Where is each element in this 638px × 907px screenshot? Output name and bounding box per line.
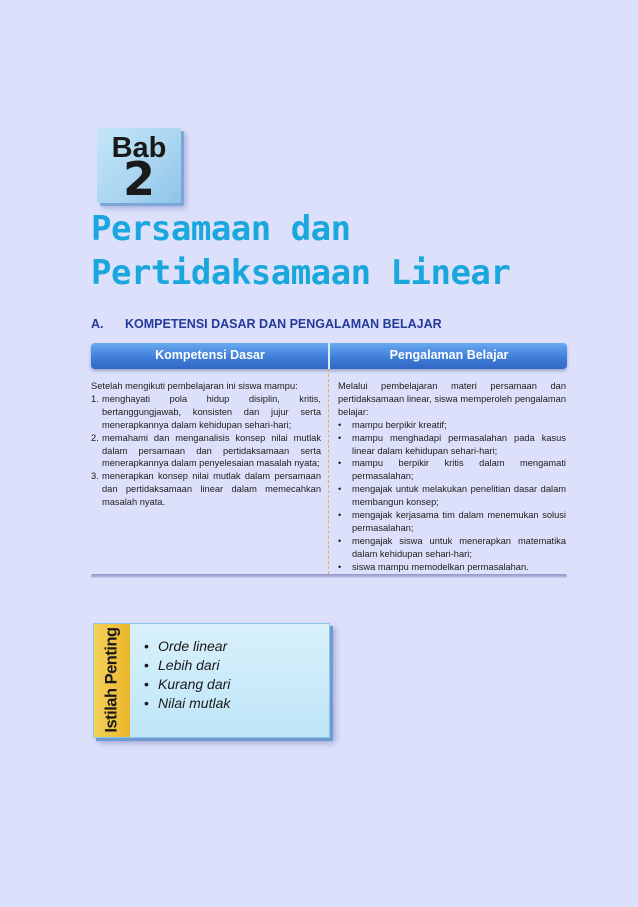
chapter-title-line-1: Persamaan dan xyxy=(91,209,351,249)
bullet-icon: • xyxy=(144,638,149,654)
list-item xyxy=(338,535,566,561)
kompetensi-list xyxy=(91,393,321,509)
list-number: 1. xyxy=(91,393,99,404)
bullet-icon: • xyxy=(338,432,342,443)
chapter-title-line-2: Pertidaksamaan Linear xyxy=(91,253,511,293)
kompetensi-intro: Setelah mengikuti pembelajaran ini siswa mampu: xyxy=(91,381,298,391)
header-separator xyxy=(328,343,330,369)
list-item-text: mampu menghadapi permasalahan pada kasus linear dalam kehidupan sehari-hari; xyxy=(352,432,566,456)
kompetensi-cell xyxy=(91,380,321,509)
list-item xyxy=(338,432,566,458)
table-header xyxy=(91,343,567,369)
list-number: 3. xyxy=(91,471,99,482)
chapter-title xyxy=(91,207,631,295)
bullet-icon: • xyxy=(144,695,149,711)
list-item-text: menerapkan konsep nilai mutlak dalam persamaan dan pertidaksamaan linear dalam memecahkan masalah nyata. xyxy=(102,471,321,508)
list-item-text: mengajak kerjasama tim dalam menemukan solusi permasalahan; xyxy=(352,510,566,533)
pengalaman-cell xyxy=(338,380,566,574)
column-header-pengalaman: Pengalaman Belajar xyxy=(389,348,509,362)
list-item-text: menghayati pola hidup disiplin, kritis, bertanggungjawab, konsisten dan jujur serta menerapkannya dalam kehidupan sehari-hari; xyxy=(102,393,321,430)
pengalaman-intro: Melalui pembelajaran materi persamaan dan pertidaksamaan linear, siswa memperoleh pengalaman belajar: xyxy=(338,381,566,417)
list-item-text: mampu berpikir kreatif; xyxy=(352,419,447,430)
bullet-icon: • xyxy=(338,458,342,469)
istilah-penting-box xyxy=(93,623,330,738)
istilah-item-text: Lebih dari xyxy=(158,657,220,673)
list-item-text: mengajak siswa untuk menerapkan matematika dalam kehidupan sehari-hari; xyxy=(352,535,566,559)
list-item xyxy=(91,470,321,509)
istilah-tab xyxy=(94,624,130,737)
list-item-text: mampu berpikir kritis dalam mengamati permasalahan; xyxy=(352,458,566,482)
section-letter: A. xyxy=(91,317,104,331)
bullet-icon: • xyxy=(338,419,342,430)
section-heading-text: KOMPETENSI DASAR DAN PENGALAMAN BELAJAR xyxy=(125,317,442,331)
bullet-icon: • xyxy=(144,657,149,673)
list-item xyxy=(338,457,566,483)
istilah-item xyxy=(144,694,230,713)
list-item xyxy=(338,509,566,535)
list-item xyxy=(338,419,566,432)
istilah-item-text: Nilai mutlak xyxy=(158,695,231,711)
column-divider xyxy=(328,369,329,574)
istilah-item xyxy=(144,675,230,694)
bullet-icon: • xyxy=(338,484,342,495)
bullet-icon: • xyxy=(338,510,342,521)
istilah-item-text: Orde linear xyxy=(158,638,228,654)
chapter-word: Bab xyxy=(111,132,167,164)
list-item xyxy=(91,393,321,432)
pengalaman-list xyxy=(338,419,566,574)
chapter-badge xyxy=(97,128,181,206)
bullet-icon: • xyxy=(338,561,342,572)
list-item-text: mengajak untuk melakukan penelitian dasar dalam membangun konsep; xyxy=(352,484,566,508)
list-number: 2. xyxy=(91,432,99,443)
bullet-icon: • xyxy=(338,535,342,546)
bullet-icon: • xyxy=(144,676,149,692)
list-item-text: memahami dan menganalisis konsep nilai mutlak dalam persamaan dan pertidaksamaan serta menerapkannya dalam penyelesaian masalah nyata; xyxy=(102,432,321,469)
istilah-item xyxy=(144,656,230,675)
column-header-kompetensi: Kompetensi Dasar xyxy=(155,348,265,362)
list-item xyxy=(91,432,321,471)
istilah-list xyxy=(144,637,230,713)
list-item xyxy=(338,561,566,574)
istilah-label: Istilah Penting xyxy=(102,627,121,733)
list-item-text: siswa mampu memodelkan permasalahan. xyxy=(352,561,529,572)
istilah-item xyxy=(144,637,230,656)
chapter-number: 2 xyxy=(122,152,155,206)
istilah-item-text: Kurang dari xyxy=(158,676,231,692)
list-item xyxy=(338,483,566,509)
table-bottom-rule xyxy=(91,574,567,578)
section-heading xyxy=(91,317,611,331)
